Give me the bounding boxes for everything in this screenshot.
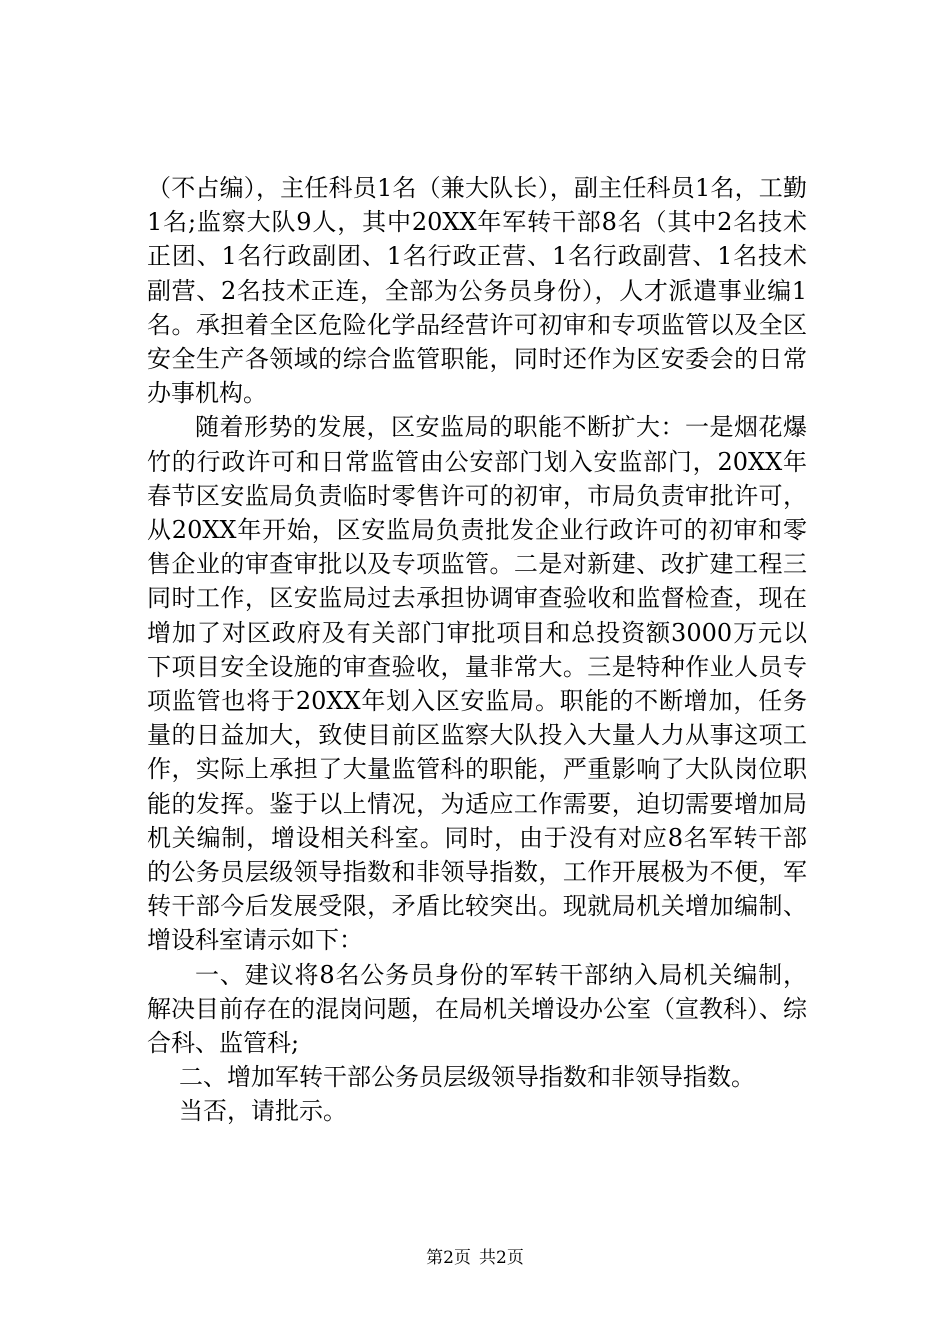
page-footer: [0, 1246, 950, 1270]
paragraph-staffing: （不占编），主任科员1名（兼大队长），副主任科员1名，工勤1名;监察大队9人，其中20XX年军转干部8名（其中2名技术正团、1名行政副团、1名行政正营、1名行政副营、1名技术副营、2名技术正连，全部为公务员身份），人才派遣事业编1名。承担着全区危险化学品经营许可初审和专项监管以及全区安全生产各领域的综合监管职能，同时还作为区安委会的日常办事机构。: [147, 174, 807, 408]
paragraph-functions: 随着形势的发展，区安监局的职能不断扩大：一是烟花爆竹的行政许可和日常监管由公安部门划入安监部门，20XX年春节区安监局负责临时零售许可的初审，市局负责审批许可，从20XX年开始，区安监局负责批发企业行政许可的初审和零售企业的审查审批以及专项监管。二是对新建、改扩建工程三同时工作，区安监局过去承担协调审查验收和监督检查，现在增加了对区政府及有关部门审批项目和总投资额3000万元以下项目安全设施的审查验收，量非常大。三是特种作业人员专项监管也将于20XX年划入区安监局。职能的不断增加，任务量的日益加大，致使目前区监察大队投入大量人力从事这项工作，实际上承担了大量监管科的职能，严重影响了大队岗位职能的发挥。鉴于以上情况，为适应工作需要，迫切需要增加局机关编制，增设相关科室。同时，由于没有对应8名军转干部的公务员层级领导指数和非领导指数，工作开展极为不便，军转干部今后发展受限，矛盾比较突出。现就局机关增加编制、增设科室请示如下：: [147, 413, 807, 955]
document-body: [147, 171, 807, 1129]
page-total: 共2页: [479, 1248, 524, 1268]
paragraph-closing: 当否，请批示。: [179, 1097, 347, 1126]
page-number: 第2页: [426, 1248, 471, 1268]
paragraph-proposal-2: 二、增加军转干部公务员层级领导指数和非领导指数。: [179, 1063, 755, 1092]
paragraph-proposal-1: 一、建议将8名公务员身份的军转干部纳入局机关编制，解决目前存在的混岗问题，在局机关增设办公室（宣教科）、综合科、监管科;: [147, 960, 807, 1058]
